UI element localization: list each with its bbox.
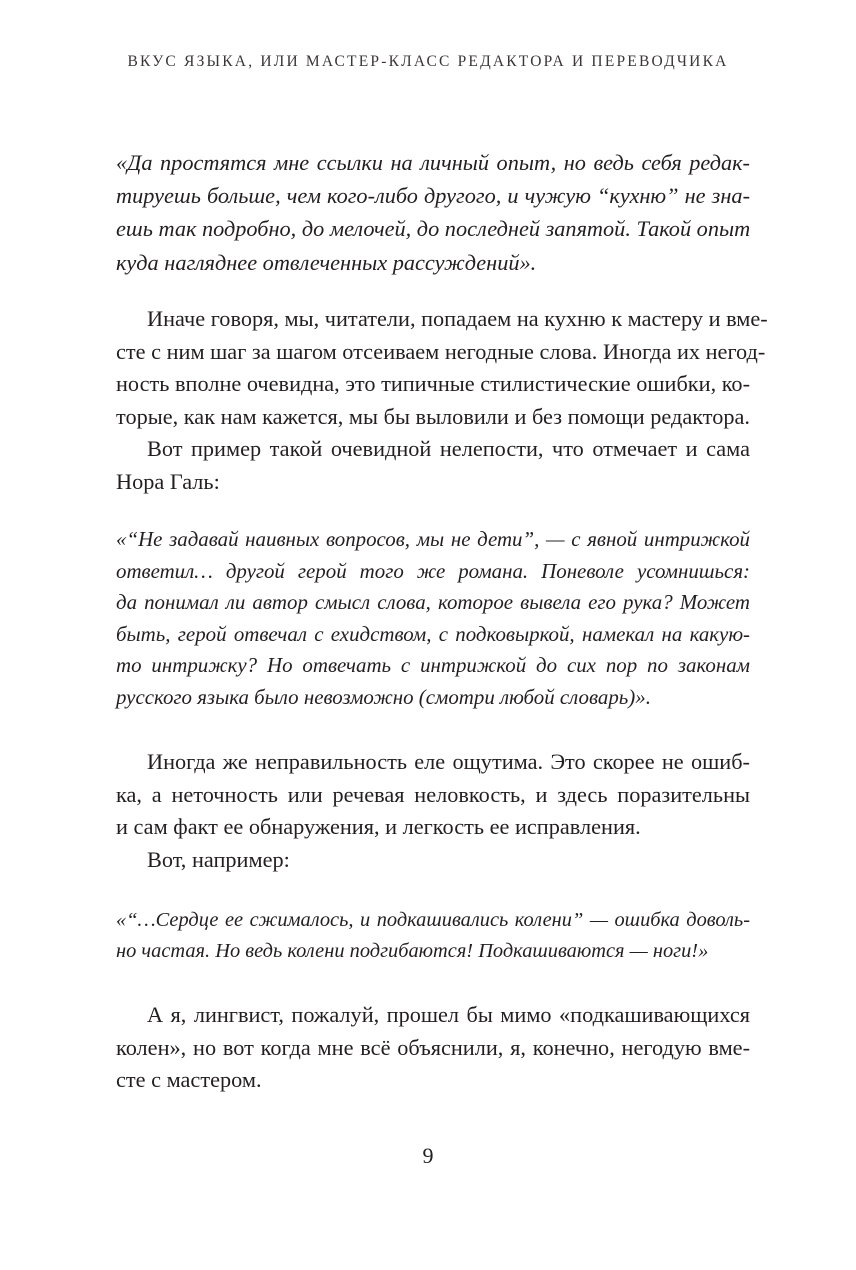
text-line: Иначе говоря, мы, читатели, попадаем на кухню к мастеру и вме- <box>147 306 768 331</box>
text-line: куда нагляднее отвлеченных рассуждений». <box>116 249 537 275</box>
text-line: но частая. Но ведь колени подгибаются! Подкашиваются — ноги!» <box>116 940 709 963</box>
paragraph-block-2 <box>116 746 750 876</box>
text-line: торые, как нам кажется, мы бы выловили и без помощи редактора. <box>116 403 750 429</box>
text-line: А я, лингвист, пожалуй, прошел бы мимо «подкашивающихся <box>147 1002 750 1027</box>
text-line: Иногда же неправильность еле ощутима. Это скорее не ошиб- <box>147 749 750 774</box>
page-number: 9 <box>422 1143 434 1168</box>
paragraph-block-1 <box>116 303 768 498</box>
text-line: ка, а неточность или речевая неловкость, и здесь поразительны <box>116 781 750 807</box>
text-line: Нора Галь: <box>116 468 220 494</box>
text-line: сте с ним шаг за шагом отсеиваем негодные слова. Иногда их негод- <box>116 338 766 364</box>
quote-block-3 <box>116 905 750 968</box>
text-line: «Да простятся мне ссылки на личный опыт, но ведь себя редак- <box>116 150 750 175</box>
quote-block-1 <box>116 146 750 279</box>
text-line: русского языка было невозможно (смотри любой словарь)». <box>116 684 651 709</box>
text-line: то интрижку? Но отвечать с интрижкой до сих пор по законам <box>116 653 750 678</box>
running-head: ВКУС ЯЗЫКА, ИЛИ МАСТЕР-КЛАСС РЕДАКТОРА И ПЕРЕВОДЧИКА <box>127 53 729 70</box>
text-line: быть, герой отвечал с ехидством, с подковыркой, намекал на какую- <box>116 621 750 646</box>
text-line: ешь так подробно, до мелочей, до последней запятой. Такой опыт <box>116 216 751 242</box>
text-line: и сам факт ее обнаружения, и легкость ее исправления. <box>116 814 641 839</box>
text-line: ответил… другой герой того же романа. Поневоле усомнишься: <box>116 558 750 583</box>
paragraph-block-3 <box>116 999 750 1097</box>
text-line: сте с мастером. <box>116 1067 262 1092</box>
text-line: «“…Сердце ее сжималось, и подкашивались колени” — ошибка доволь- <box>116 909 750 931</box>
text-line: Вот, например: <box>147 846 290 872</box>
text-line: «“Не задавай наивных вопросов, мы не дети”, — с явной интрижкой <box>116 527 750 551</box>
text-line: Вот пример такой очевидной нелепости, что отмечает и сама <box>147 436 750 461</box>
text-line: тируешь больше, чем кого-либо другого, и чужую “кухню” не зна- <box>116 183 750 209</box>
text-line: ность вполне очевидна, это типичные стилистические ошибки, ко- <box>116 371 750 396</box>
text-line: колен», но вот когда мне всё объяснили, я, конечно, негодую вме- <box>116 1034 750 1060</box>
text-line: да понимал ли автор смысл слова, которое вывела его рука? Может <box>116 590 750 615</box>
quote-block-2 <box>116 524 750 714</box>
